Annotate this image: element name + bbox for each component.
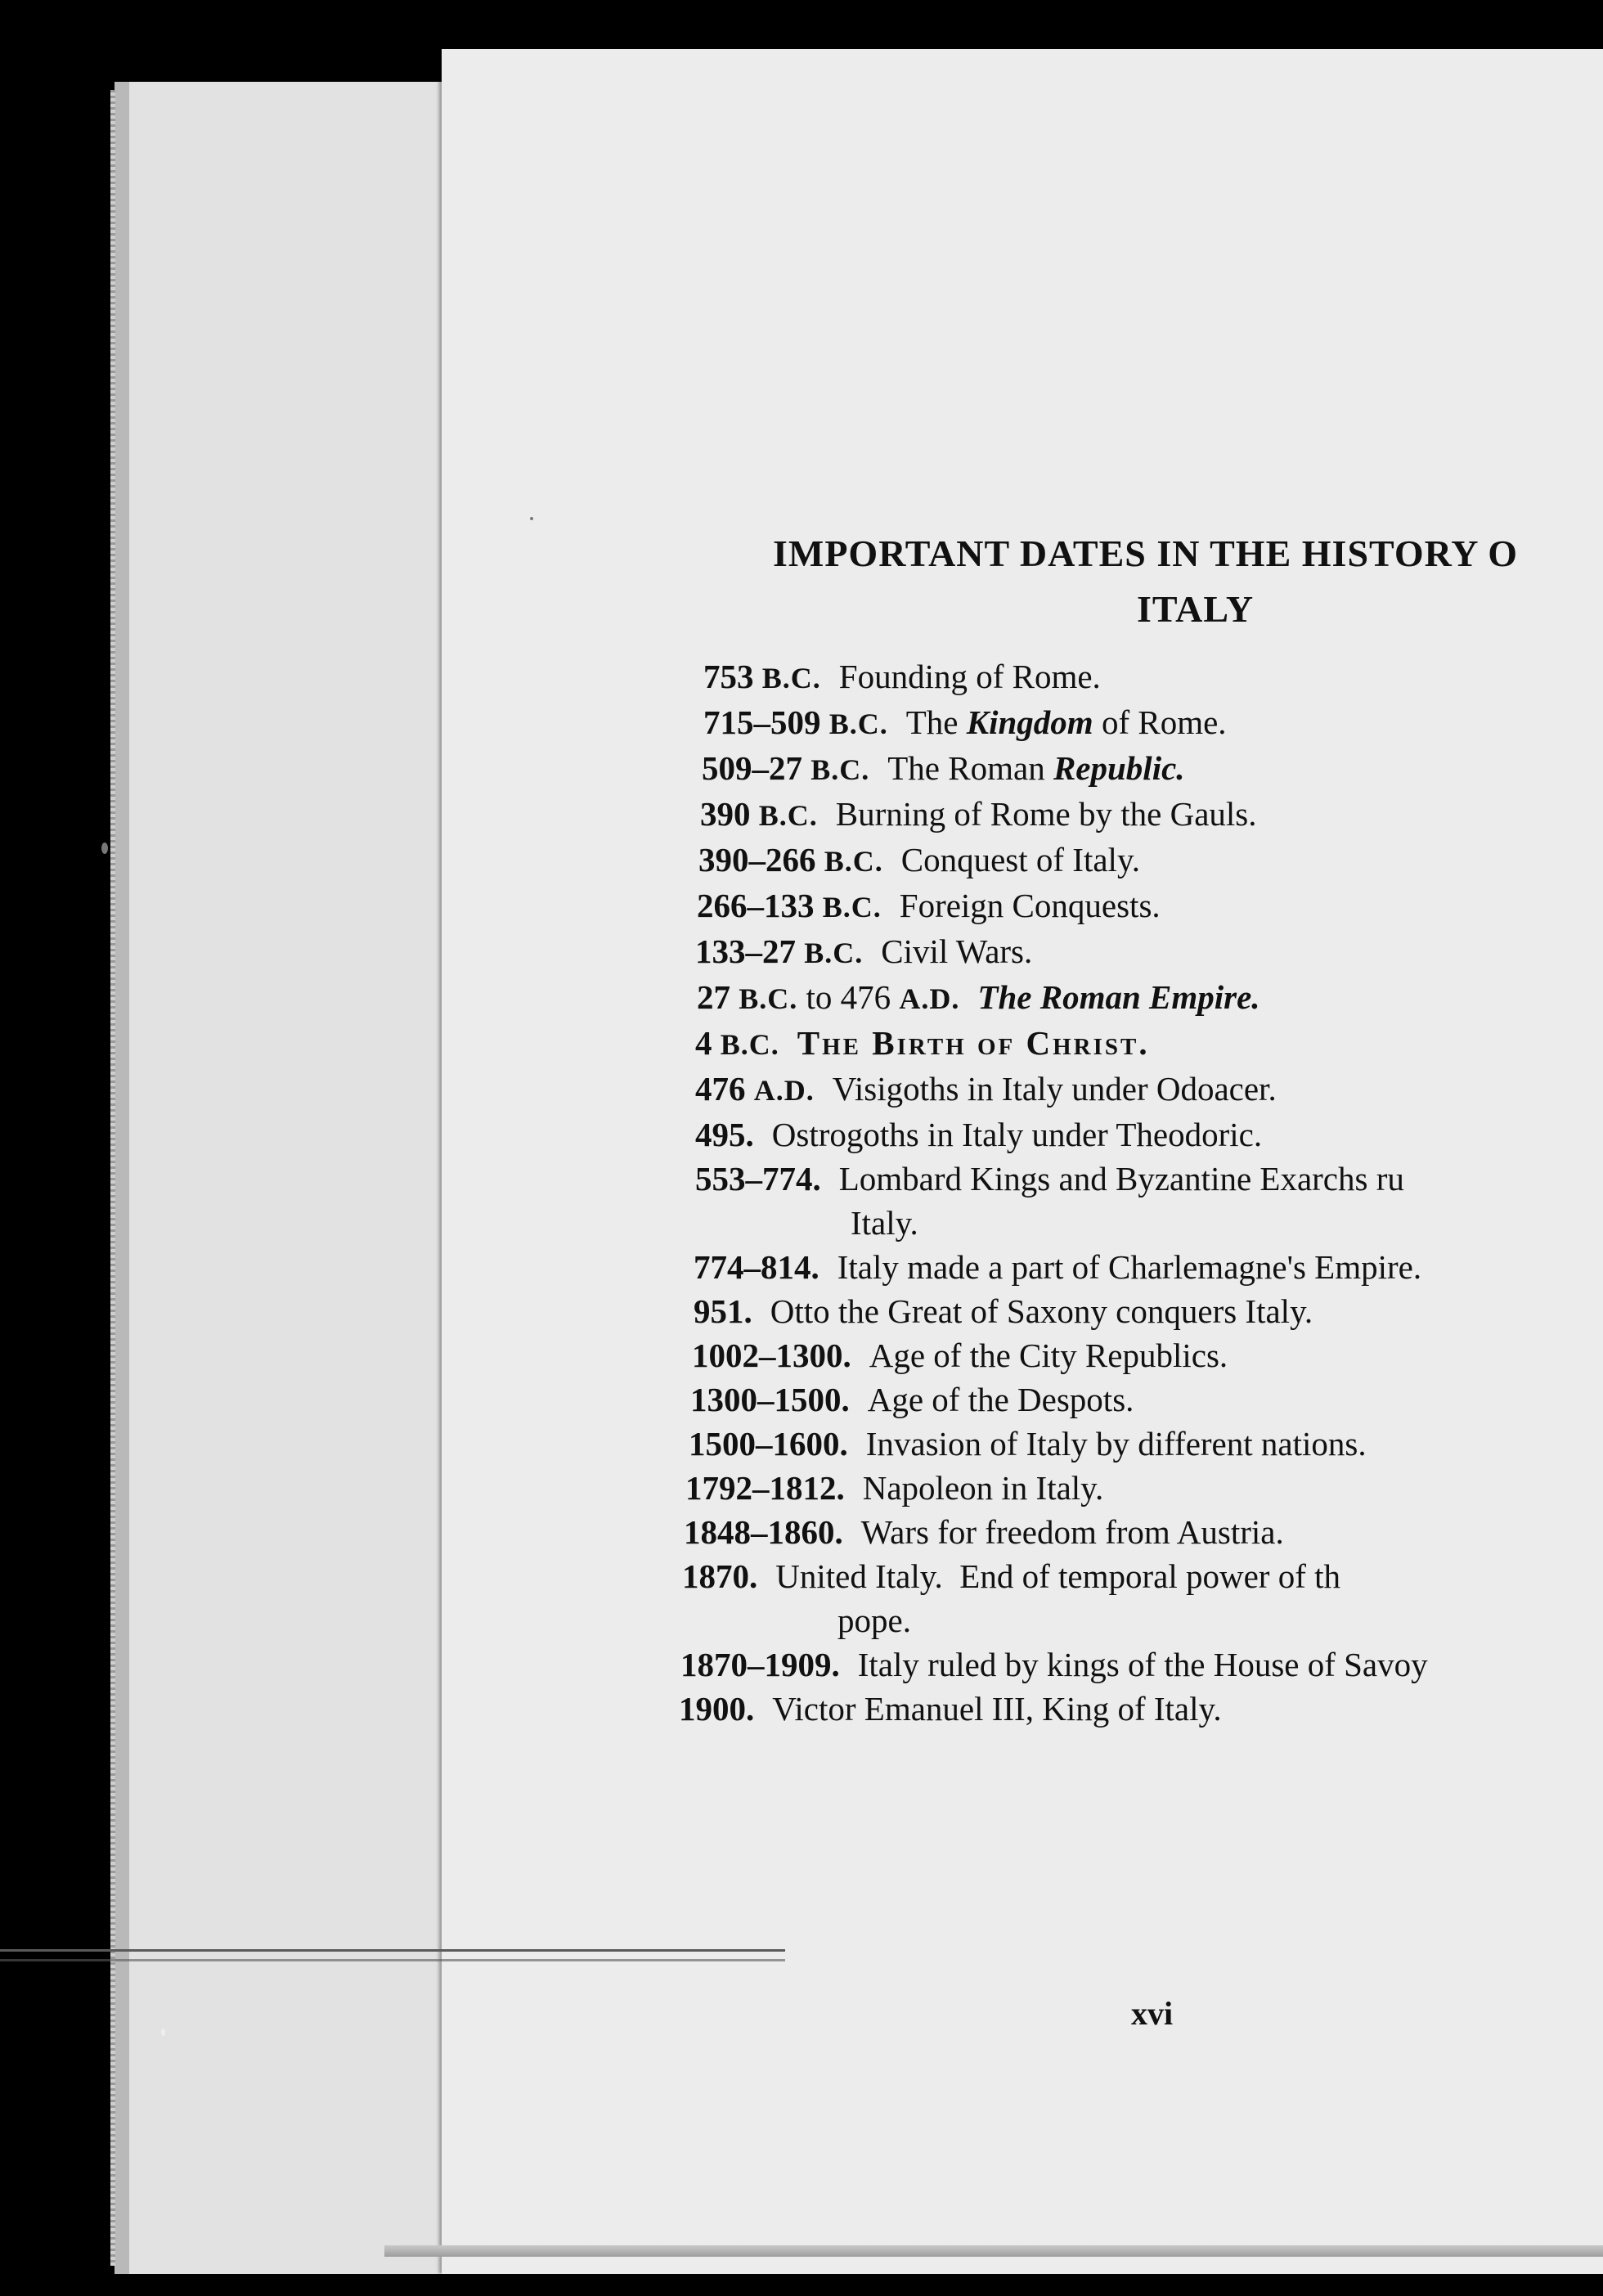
entry-era: B.C. [720, 1028, 779, 1061]
entry-text: Napoleon in Italy. [862, 1469, 1104, 1507]
entry-date: 390 [700, 795, 751, 833]
entry-date: 774–814. [694, 1248, 819, 1286]
entry-text: Victor Emanuel III, King of Italy. [772, 1690, 1222, 1728]
entry-era: B.C. [810, 753, 870, 786]
entry-description [839, 1160, 1404, 1197]
entry-text: Lombard Kings and Byzantine Exarchs ru [838, 1160, 1404, 1197]
date-entry [695, 929, 1603, 975]
entry-date: 390–266 [698, 841, 816, 878]
entry-description [858, 1646, 1428, 1683]
date-entry [695, 1067, 1603, 1112]
date-entry [685, 1466, 1603, 1510]
dates-list [679, 654, 1603, 1731]
scan-artifact-line [0, 1959, 785, 1961]
entry-era: B.C. [822, 891, 882, 923]
date-entry [697, 975, 1603, 1021]
date-entry [697, 883, 1603, 929]
entry-description [839, 658, 1101, 695]
date-entry [700, 792, 1603, 838]
scan-artifact-line [0, 1949, 785, 1952]
entry-text: Civil Wars. [881, 932, 1033, 970]
entry-description [863, 1469, 1104, 1507]
entry-description [868, 1381, 1134, 1418]
page-speck [530, 517, 533, 520]
date-entry [703, 654, 1603, 700]
entry-text: Ostrogoths in Italy under Theodoric. [771, 1116, 1263, 1153]
entry-description [775, 1557, 1340, 1595]
entry-text-emphasis: Kingdom [966, 703, 1093, 741]
entry-description [866, 1425, 1367, 1463]
date-entry [694, 1289, 1603, 1333]
page-speck [161, 2029, 165, 2036]
entry-text: Foreign Conquests. [899, 887, 1161, 924]
entry-date: 753 [703, 658, 754, 695]
date-entry [695, 1021, 1603, 1067]
entry-text: Italy made a part of Charlemagne's Empire. [837, 1248, 1422, 1286]
date-entry [692, 1333, 1603, 1377]
entry-era: B.C. [761, 662, 821, 694]
entry-description [772, 1116, 1262, 1153]
date-entry [689, 1422, 1603, 1466]
date-entry [679, 1687, 1603, 1731]
entry-text: Founding of Rome. [838, 658, 1101, 695]
entry-text: Burning of Rome by the Gauls. [835, 795, 1257, 833]
page-number: xvi [1131, 1995, 1174, 2032]
entry-description [836, 795, 1257, 833]
entry-description [900, 887, 1161, 924]
entry-continuation: pope. [837, 1602, 911, 1639]
entry-text-emphasis: The Roman Empire. [977, 978, 1260, 1016]
entry-date: 1870. [682, 1557, 758, 1595]
entry-text: of Rome. [1093, 703, 1227, 741]
entry-text: Otto the Great of Saxony conquers Italy. [770, 1292, 1313, 1330]
date-entry [703, 700, 1603, 746]
entry-description [837, 1248, 1421, 1286]
date-entry [695, 1112, 1603, 1157]
page-subtitle: ITALY [1137, 588, 1255, 630]
entry-date: 133–27 [695, 932, 796, 970]
entry-date: 1870–1909. [680, 1646, 840, 1683]
date-entry [695, 1157, 1603, 1245]
entry-description [770, 1292, 1313, 1330]
date-entry [702, 746, 1603, 792]
entry-text: The Roman [887, 749, 1053, 787]
entry-description [833, 1070, 1277, 1108]
entry-text: Wars for freedom from Austria. [860, 1513, 1284, 1551]
entry-date: 495. [695, 1116, 754, 1153]
page-title: IMPORTANT DATES IN THE HISTORY O [773, 532, 1519, 574]
entry-date: 715–509 [703, 703, 821, 741]
entry-description-caps: The Birth of Christ. [797, 1024, 1150, 1062]
entry-era: A.D. [753, 1074, 815, 1107]
page-speck [101, 842, 108, 854]
entry-date: 4 [695, 1024, 712, 1062]
entry-description [906, 703, 1227, 741]
entry-continuation: Italy. [851, 1204, 918, 1242]
entry-date-end: to 476 [806, 978, 891, 1016]
entry-text: Conquest of Italy. [900, 841, 1141, 878]
entry-date: 1500–1600. [689, 1425, 848, 1463]
entry-era: B.C. [804, 937, 864, 969]
entry-text: United Italy. End of temporal power of th [775, 1557, 1340, 1595]
entry-text: Age of the City Republics. [869, 1337, 1228, 1374]
entry-description [887, 749, 1184, 787]
entry-text: The [905, 703, 967, 741]
entry-date: 476 [695, 1070, 746, 1108]
page-stack-edge [110, 90, 115, 2266]
entry-description [977, 978, 1260, 1016]
entry-text: Age of the Despots. [867, 1381, 1134, 1418]
page-bottom-edge [384, 2245, 1603, 2257]
entry-description [881, 932, 1032, 970]
entry-description [861, 1513, 1284, 1551]
entry-description [869, 1337, 1228, 1374]
date-entry [684, 1510, 1603, 1554]
entry-text: Visigoths in Italy under Odoacer. [832, 1070, 1277, 1108]
entry-date: 951. [694, 1292, 752, 1330]
entry-date: 1002–1300. [692, 1337, 851, 1374]
entry-description [797, 1024, 1150, 1062]
entry-era: B.C. [739, 982, 798, 1015]
entry-era: B.C. [824, 845, 883, 878]
entry-date: 1792–1812. [685, 1469, 845, 1507]
date-entry [694, 1245, 1603, 1289]
entry-date: 1900. [679, 1690, 755, 1728]
entry-text-emphasis: Republic. [1053, 749, 1185, 787]
entry-date: 266–133 [697, 887, 815, 924]
date-entry [698, 838, 1603, 883]
date-entry [682, 1554, 1603, 1642]
entry-text: Italy ruled by kings of the House of Savoy [857, 1646, 1428, 1683]
entry-date: 1848–1860. [684, 1513, 843, 1551]
date-entry [690, 1377, 1603, 1422]
entry-text: Invasion of Italy by different nations. [865, 1425, 1367, 1463]
entry-era: B.C. [758, 799, 818, 832]
entry-era-end: A.D. [899, 982, 960, 1015]
entry-description [772, 1690, 1221, 1728]
entry-date: 509–27 [702, 749, 802, 787]
entry-era: B.C. [828, 708, 888, 740]
entry-date: 1300–1500. [690, 1381, 850, 1418]
entry-description [901, 841, 1140, 878]
entry-date: 553–774. [695, 1160, 821, 1197]
entry-date: 27 [697, 978, 730, 1016]
date-entry [680, 1642, 1603, 1687]
